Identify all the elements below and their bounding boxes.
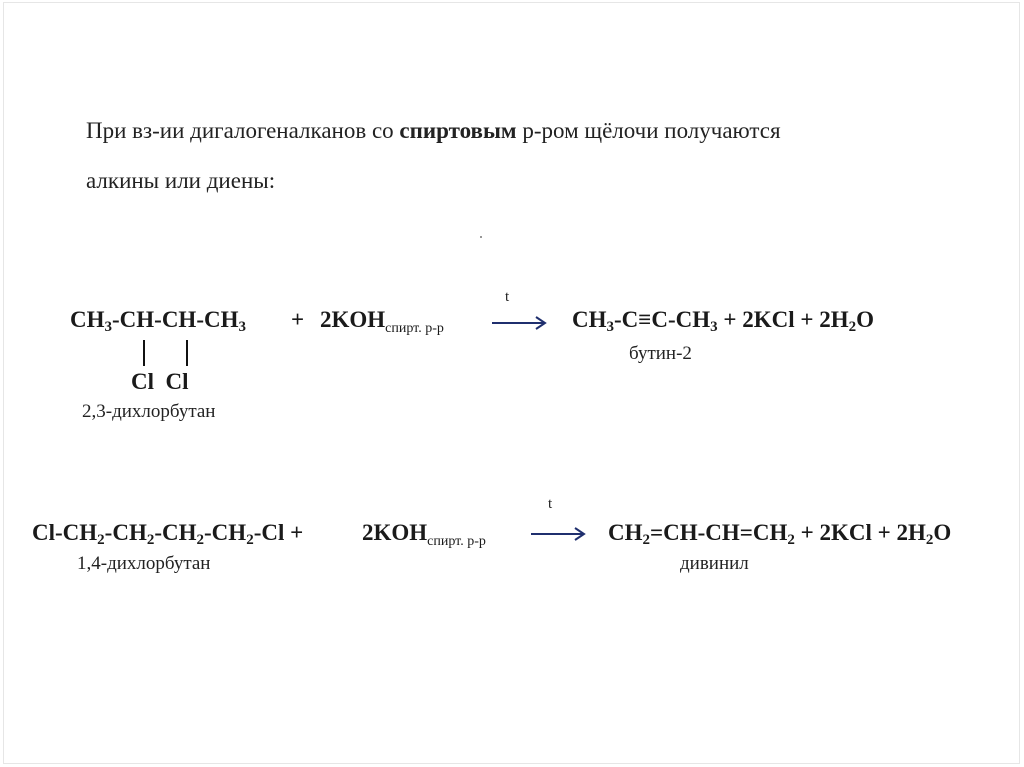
r2-reactant-part: -Cl + bbox=[253, 520, 304, 545]
r1-product-part: O bbox=[856, 307, 875, 332]
reaction1-product-name: бутин-2 bbox=[629, 343, 692, 364]
intro-line-1-end: р-ром щёлочи получаются bbox=[516, 118, 781, 143]
reaction2-reactant bbox=[32, 520, 303, 546]
r1-product-sub: 3 bbox=[606, 319, 614, 335]
r2-reactant-part: Cl-CH bbox=[32, 520, 98, 545]
r1-reactant-sub: 3 bbox=[238, 319, 246, 335]
r2-product-sub: 2 bbox=[787, 532, 795, 548]
reaction2-arrow bbox=[531, 527, 591, 541]
reaction2-product-name: дивинил bbox=[680, 553, 749, 574]
r2-reactant-sub: 2 bbox=[97, 532, 105, 548]
bond-line-left bbox=[143, 340, 145, 366]
r2-reactant-part: -CH bbox=[104, 520, 147, 545]
r2-reactant-part: -CH bbox=[204, 520, 247, 545]
reaction1-reagent bbox=[320, 307, 444, 336]
r2-product-part: O bbox=[933, 520, 952, 545]
r1-product-part: -C≡C-CH bbox=[614, 307, 711, 332]
intro-line-1 bbox=[86, 118, 781, 144]
reaction1-condition: t bbox=[505, 289, 510, 305]
r2-product-part: CH bbox=[608, 520, 643, 545]
r2-reactant-part: -CH bbox=[154, 520, 197, 545]
r1-product-part: + 2KCl + 2H bbox=[717, 307, 849, 332]
intro-bold-word: спиртовым bbox=[399, 118, 517, 143]
stray-dot bbox=[480, 236, 482, 238]
r2-reagent-solvent: спирт. р-р bbox=[427, 534, 486, 549]
r1-product-sub: 3 bbox=[710, 319, 718, 335]
r1-reagent-solvent: спирт. р-р bbox=[385, 321, 444, 336]
r2-reactant-sub: 2 bbox=[196, 532, 205, 548]
r1-reagent: 2KOH bbox=[320, 307, 386, 332]
reaction2-condition: t bbox=[548, 496, 553, 512]
r1-reactant-part: CH bbox=[70, 307, 105, 332]
reaction1-arrow bbox=[492, 316, 552, 330]
r1-reactant-sub: 3 bbox=[104, 319, 112, 335]
intro-line-1-start: При вз-ии дигалогеналканов со bbox=[86, 118, 400, 143]
reaction1-products bbox=[572, 307, 874, 333]
r2-product-part: =CH-CH=CH bbox=[650, 520, 788, 545]
reaction1-substituents: Cl Cl bbox=[131, 369, 189, 394]
r2-product-part: + 2KCl + 2H bbox=[794, 520, 926, 545]
reaction1-reactant bbox=[70, 307, 246, 333]
bond-line-right bbox=[186, 340, 188, 366]
reaction2-reactant-name: 1,4-дихлорбутан bbox=[77, 553, 211, 574]
r2-product-sub: 2 bbox=[925, 532, 934, 548]
reaction1-plus: + bbox=[291, 307, 305, 332]
reaction2-reagent bbox=[362, 520, 486, 549]
r1-product-part: CH bbox=[572, 307, 607, 332]
reaction1-reactant-name: 2,3-дихлорбутан bbox=[82, 401, 216, 422]
r1-reactant-part: -CH-CH-CH bbox=[112, 307, 239, 332]
r2-reactant-sub: 2 bbox=[246, 532, 254, 548]
reaction2-products bbox=[608, 520, 951, 546]
r1-product-sub: 2 bbox=[848, 319, 857, 335]
r2-product-sub: 2 bbox=[642, 532, 650, 548]
r2-reagent: 2KOH bbox=[362, 520, 428, 545]
r2-reactant-sub: 2 bbox=[146, 532, 155, 548]
intro-line-2: алкины или диены: bbox=[86, 168, 276, 193]
